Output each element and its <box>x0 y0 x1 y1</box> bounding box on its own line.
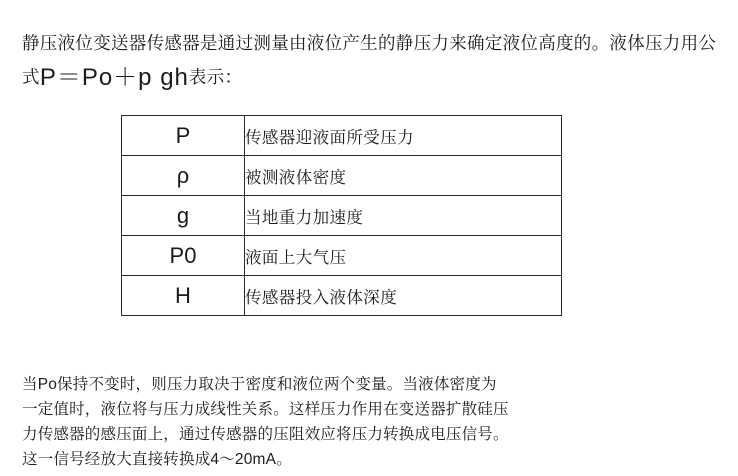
table-row <box>122 196 562 236</box>
symbol-legend-body <box>122 116 562 316</box>
intro-text-before-formula: 静压液位变送器传感器是通过测量由液位产生的静压力来确定液位高度的。液体压力用公式 <box>22 32 717 87</box>
description-cell: 传感器迎液面所受压力 <box>245 116 562 156</box>
pressure-formula: P＝Po＋p gh <box>39 63 189 91</box>
outro-line-1: 当Po保持不变时，则压力取决于密度和液位两个变量。当液体密度为 <box>22 376 497 393</box>
outro-line-2: 一定值时，液位将与压力成线性关系。这样压力作用在变送器扩散硅压 <box>22 401 509 418</box>
outro-line-4: 这一信号经放大直接转换成4～20mA。 <box>22 451 292 468</box>
intro-text-after-formula: 表示： <box>188 66 243 87</box>
table-row <box>122 116 562 156</box>
outro-paragraph <box>22 372 722 472</box>
description-cell: 被测液体密度 <box>245 156 562 196</box>
symbol-legend-table <box>121 115 562 316</box>
table-row <box>122 236 562 276</box>
description-cell: 当地重力加速度 <box>245 196 562 236</box>
symbol-cell: P <box>122 116 245 156</box>
description-cell: 液面上大气压 <box>245 236 562 276</box>
outro-line-3: 力传感器的感压面上，通过传感器的压阻效应将压力转换成电压信号。 <box>22 426 509 443</box>
symbol-legend-table-wrapper <box>121 115 562 316</box>
table-row <box>122 156 562 196</box>
description-cell: 传感器投入液体深度 <box>245 276 562 316</box>
symbol-cell: P0 <box>122 236 245 276</box>
intro-paragraph <box>22 26 722 95</box>
symbol-cell: H <box>122 276 245 316</box>
symbol-cell: ρ <box>122 156 245 196</box>
table-row <box>122 276 562 316</box>
symbol-cell: g <box>122 196 245 236</box>
